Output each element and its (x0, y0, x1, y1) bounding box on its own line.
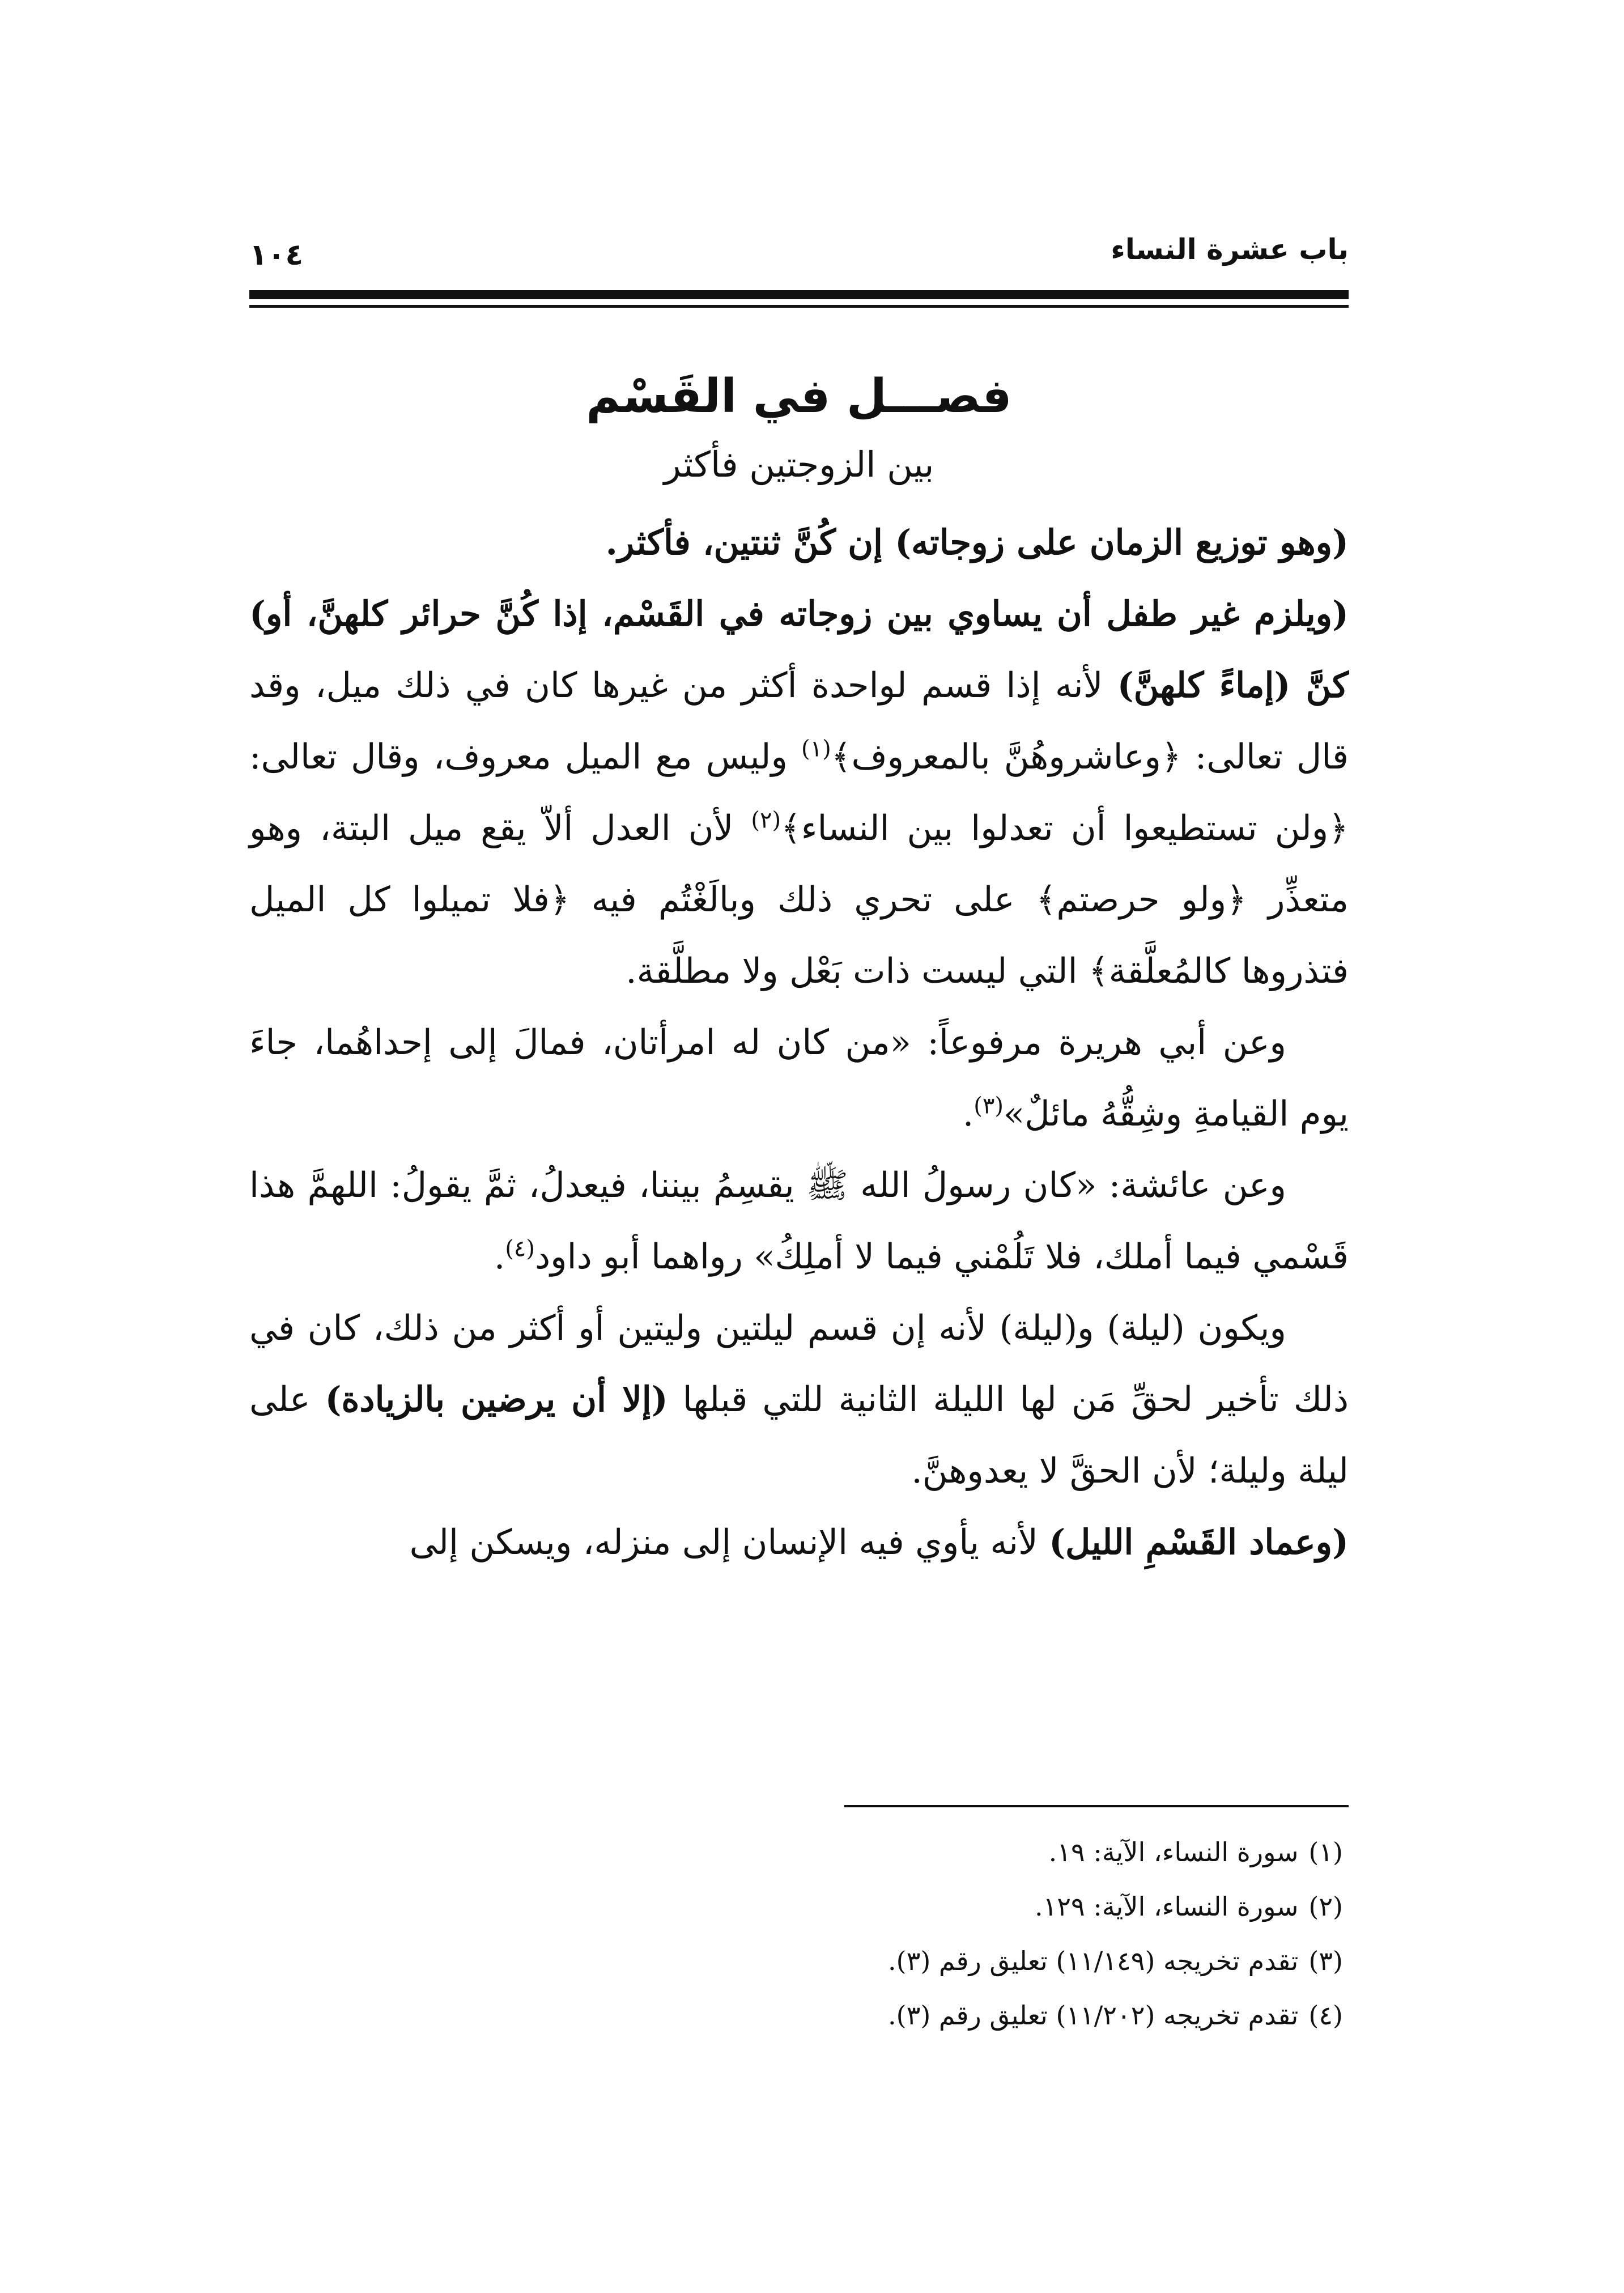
page-number: ١٠٤ (249, 238, 304, 272)
commentary-text: على ليلة وليلة؛ لأن الحقَّ لا يعدوهنَّ. (249, 1379, 1349, 1491)
footnote-reference: (٣) (973, 1093, 1004, 1119)
footnote-text: تقدم تخريجه (١١/٢٠٢) تعليق رقم (٣). (888, 2000, 1299, 2031)
footnote-number: (١) (1308, 1837, 1343, 1867)
footnote-reference: (٤) (505, 1235, 535, 1262)
commentary-text: ويكون (ليلة) و(ليلة) لأنه إن قسم ليلتين وليتين أو أكثر من ذلك، كان في ذلك تأخير لحقِّ مَن لها الليلة الثانية للتي قبلها (249, 1308, 1349, 1420)
commentary-text: وليس مع الميل معروف، وقال تعالى: ﴿ولن تستطيعوا أن تعدلوا بين النساء﴾ (249, 737, 1349, 848)
footnote-divider (844, 1805, 1349, 1807)
commentary-text: وعن أبي هريرة مرفوعاً: «من كان له امرأتان، فمالَ إلى إحداهُما، جاءَ يوم القيامةِ وشِقُّهُ مائلٌ» (249, 1022, 1349, 1134)
header-rule-thin (249, 305, 1349, 308)
footnote (249, 1934, 1349, 1988)
matn-text: (ويلزم غير طفل أن يساوي بين زوجاته في القَسْم، إذا كُنَّ حرائر كلهنَّ، أو) كنَّ (إماءً كلهنَّ) (249, 594, 1349, 706)
commentary-text: لأن العدل ألاّ يقع ميل البتة، وهو متعذِّر ﴿ولو حرصتم﴾ على تحري ذلك وبالَغْتُم فيه ﴿فلا تميلوا كل الميل فتذروها كالمُعلَّقة﴾ التي ليست ذات بَعْل ولا مطلَّقة. (249, 808, 1349, 991)
commentary-text: . (494, 1237, 505, 1277)
footnote-number: (٢) (1308, 1891, 1343, 1922)
paragraphs (249, 507, 1349, 1578)
footnote (249, 1879, 1349, 1934)
footnote-number: (٤) (1308, 2000, 1343, 2031)
matn-text: (وهو توزيع الزمان على زوجاته) إن كُنَّ ثنتين، فأكثر. (605, 523, 1349, 563)
matn-text: (وعماد القَسْمِ الليل) (1049, 1522, 1349, 1562)
paragraph (249, 1150, 1349, 1293)
commentary-text: لأنه يأوي فيه الإنسان إلى منزله، ويسكن إلى (409, 1522, 1049, 1562)
paragraph (249, 579, 1349, 1007)
footnote-number: (٣) (1308, 1946, 1343, 1976)
header-rule-thick (249, 290, 1349, 299)
footnote-text: تقدم تخريجه (١١/١٤٩) تعليق رقم (٣). (888, 1946, 1299, 1976)
running-title: باب عشرة النساء (1111, 233, 1349, 266)
footnote-text: سورة النساء، الآية: ١٩. (1048, 1837, 1299, 1867)
paragraph (249, 1507, 1349, 1578)
section-title: فصـــل في القَسْم (586, 370, 1012, 423)
main-text (249, 363, 1349, 1578)
footnote (249, 1988, 1349, 2043)
paragraph (249, 1293, 1349, 1507)
page-header (249, 224, 1349, 286)
footnotes (249, 1825, 1349, 2043)
commentary-text: . (962, 1094, 974, 1134)
commentary-text: وعن عائشة: «كان رسولُ الله ﷺ يقسِمُ بيننا، فيعدلُ، ثمَّ يقولُ: اللهمَّ هذا قَسْمي فيما أملك، فلا تَلُمْني فيما لا أملِكُ» رواهما أبو داود (249, 1165, 1349, 1277)
section-subtitle: بين الزوجتين فأكثر (664, 444, 934, 485)
footnote-text: سورة النساء، الآية: ١٢٩. (1034, 1891, 1299, 1922)
commentary-text: لأنه إذا قسم لواحدة أكثر من غيرها كان في ذلك ميل، وقد قال تعالى: ﴿وعاشروهُنَّ بالمعروف﴾ (249, 665, 1349, 777)
matn-text: (إلا أن يرضين بالزيادة) (325, 1379, 668, 1420)
footnote-reference: (٢) (751, 807, 781, 834)
paragraph (249, 1007, 1349, 1150)
footnote (249, 1825, 1349, 1879)
paragraph (249, 507, 1349, 579)
footnote-reference: (١) (801, 736, 831, 762)
